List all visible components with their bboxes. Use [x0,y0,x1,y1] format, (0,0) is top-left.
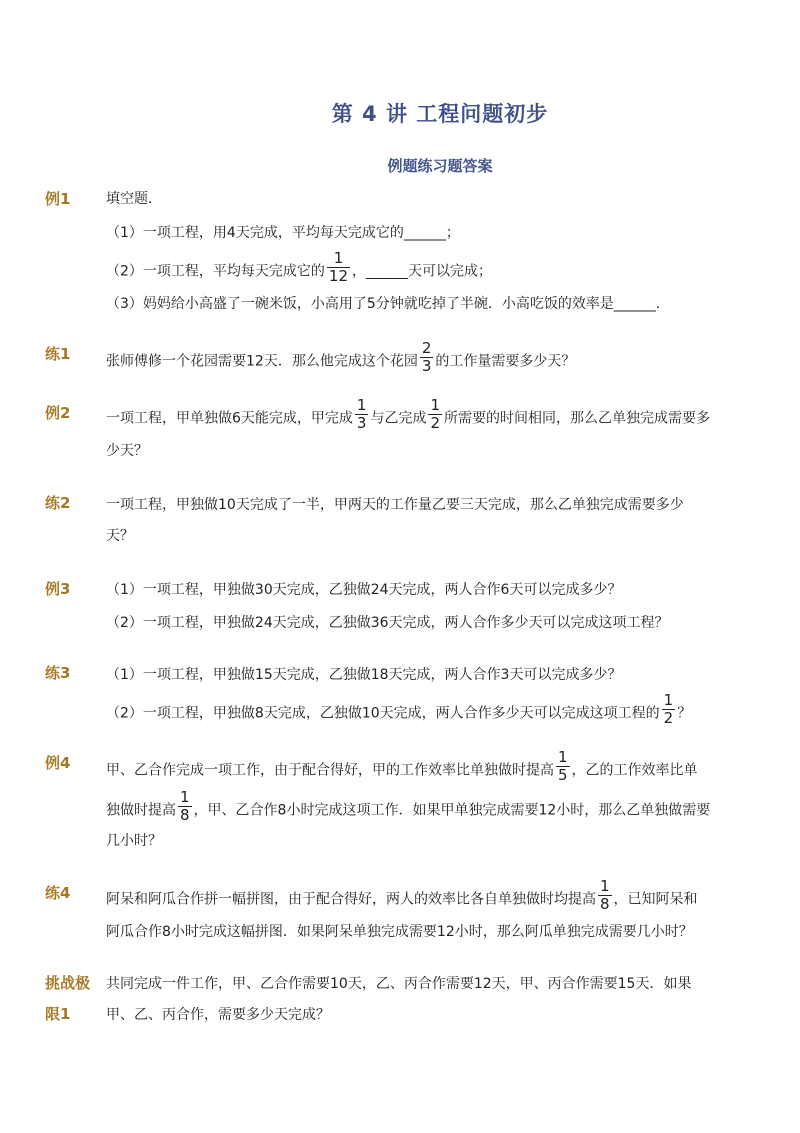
line-text: ，已知阿呆和 [613,891,698,908]
problem-line [106,396,710,432]
fraction-denominator: 2 [430,414,440,432]
line-text: 天？ [106,528,134,544]
fraction-numerator: 1 [180,788,190,806]
fraction-numerator: 1 [600,877,610,895]
fraction [598,878,612,913]
problem-line [106,188,162,208]
line-text: （2）一项工程，甲独做24天完成，乙独做36天完成，两人合作多少天可以完成这项工程？ [106,615,669,631]
fraction-numerator: 1 [356,396,367,414]
problem-line [106,339,576,375]
fraction [420,340,434,375]
problem-line [106,788,711,824]
problem-line [106,612,669,632]
fraction-denominator: 8 [180,806,190,824]
line-text: 张师傅修一个花园需要12天．那么他完成这个花园 [106,353,418,370]
fraction-numerator: 1 [558,748,568,766]
problem-line [106,579,621,599]
fraction-denominator: 12 [328,267,349,285]
line-text: ，甲、乙合作8小时完成这项工作．如果甲单独完成需要12小时，那么乙单独做需要 [193,802,711,819]
problem-line [106,222,460,242]
problem-line [106,691,692,727]
problem-line [106,249,493,285]
line-text: ，乙的工作效率比单 [571,762,698,779]
problem-line [106,973,691,993]
problem-line [106,440,148,460]
problem-label: 例3 [45,580,71,598]
line-text: （3）妈妈给小高盛了一碗米饭，小高用了5分钟就吃掉了半碗．小高吃饭的效率是______． [106,296,670,312]
fraction [355,397,369,432]
line-text: （1）一项工程，甲独做15天完成，乙独做18天完成，两人合作3天可以完成多少？ [106,667,622,683]
line-text: 阿瓜合作8小时完成这幅拼图．如果阿呆单独完成需要12小时，那么阿瓜单独完成需要几小时？ [106,924,693,940]
line-text: ？ [677,705,692,722]
problem-label: 例2 [45,404,71,422]
fraction [327,250,350,285]
problem-label: 练2 [45,494,71,512]
line-text: 的工作量需要多少天？ [435,353,576,370]
problem-line [106,664,621,684]
fraction-numerator: 1 [327,250,350,268]
problem-line [106,1004,330,1024]
line-text: 甲、乙合作完成一项工作，由于配合得好，甲的工作效率比单独做时提高 [106,762,554,779]
fraction [662,692,676,727]
line-text: （1）一项工程，用4天完成，平均每天完成它的______； [106,225,460,241]
line-text: （2）一项工程，甲独做8天完成，乙独做10天完成，两人合作多少天可以完成这项工程的 [106,705,660,722]
line-text: ，______天可以完成； [352,263,493,280]
fraction-denominator: 8 [600,895,610,913]
problem-label: 限1 [45,1005,71,1023]
fraction-denominator: 5 [558,766,568,784]
section-subtitle: 例题练习题答案 [387,157,493,175]
fraction-denominator: 3 [356,414,367,432]
problem-line [106,748,698,784]
line-text: 几小时？ [106,833,162,849]
fraction-numerator: 1 [663,691,674,709]
fraction-numerator: 1 [430,396,440,414]
problem-label: 练3 [45,664,71,682]
line-text: 所需要的时间相同，那么乙单独完成需要多 [444,410,710,427]
problem-line [106,293,670,313]
problem-line [106,877,698,913]
line-text: 甲、乙、丙合作，需要多少天完成？ [106,1007,330,1023]
line-text: 少天？ [106,443,148,459]
fraction [556,749,570,784]
problem-label: 例4 [45,754,71,772]
fraction-numerator: 2 [421,339,432,357]
fraction [178,789,192,824]
problem-label: 练1 [45,345,71,363]
line-text: 一项工程，甲单独做6天能完成，甲完成 [106,410,353,427]
line-text: （2）一项工程，平均每天完成它的 [106,263,325,280]
problem-line [106,494,684,514]
line-text: 独做时提高 [106,802,176,819]
problem-line [106,830,162,850]
problem-label: 练4 [45,884,71,902]
line-text: 阿呆和阿瓜合作拼一幅拼图，由于配合得好，两人的效率比各自单独做时均提高 [106,891,596,908]
line-text: 共同完成一件工作，甲、乙合作需要10天，乙、丙合作需要12天，甲、丙合作需要15天．如果 [106,976,692,992]
fraction-denominator: 3 [421,357,432,375]
line-text: 与乙完成 [370,410,427,427]
problem-label: 挑战极 [45,974,91,992]
fraction-denominator: 2 [663,709,674,727]
line-text: 填空题． [106,191,162,207]
problem-line [106,525,134,545]
line-text: 一项工程，甲独做10天完成了一半，甲两天的工作量乙要三天完成，那么乙单独完成需要多少 [106,497,684,513]
line-text: （1）一项工程，甲独做30天完成，乙独做24天完成，两人合作6天可以完成多少？ [106,582,622,598]
fraction [428,397,442,432]
problem-label: 例1 [45,190,71,208]
page-title: 第 4 讲 工程问题初步 [331,102,549,126]
problem-line [106,921,693,941]
